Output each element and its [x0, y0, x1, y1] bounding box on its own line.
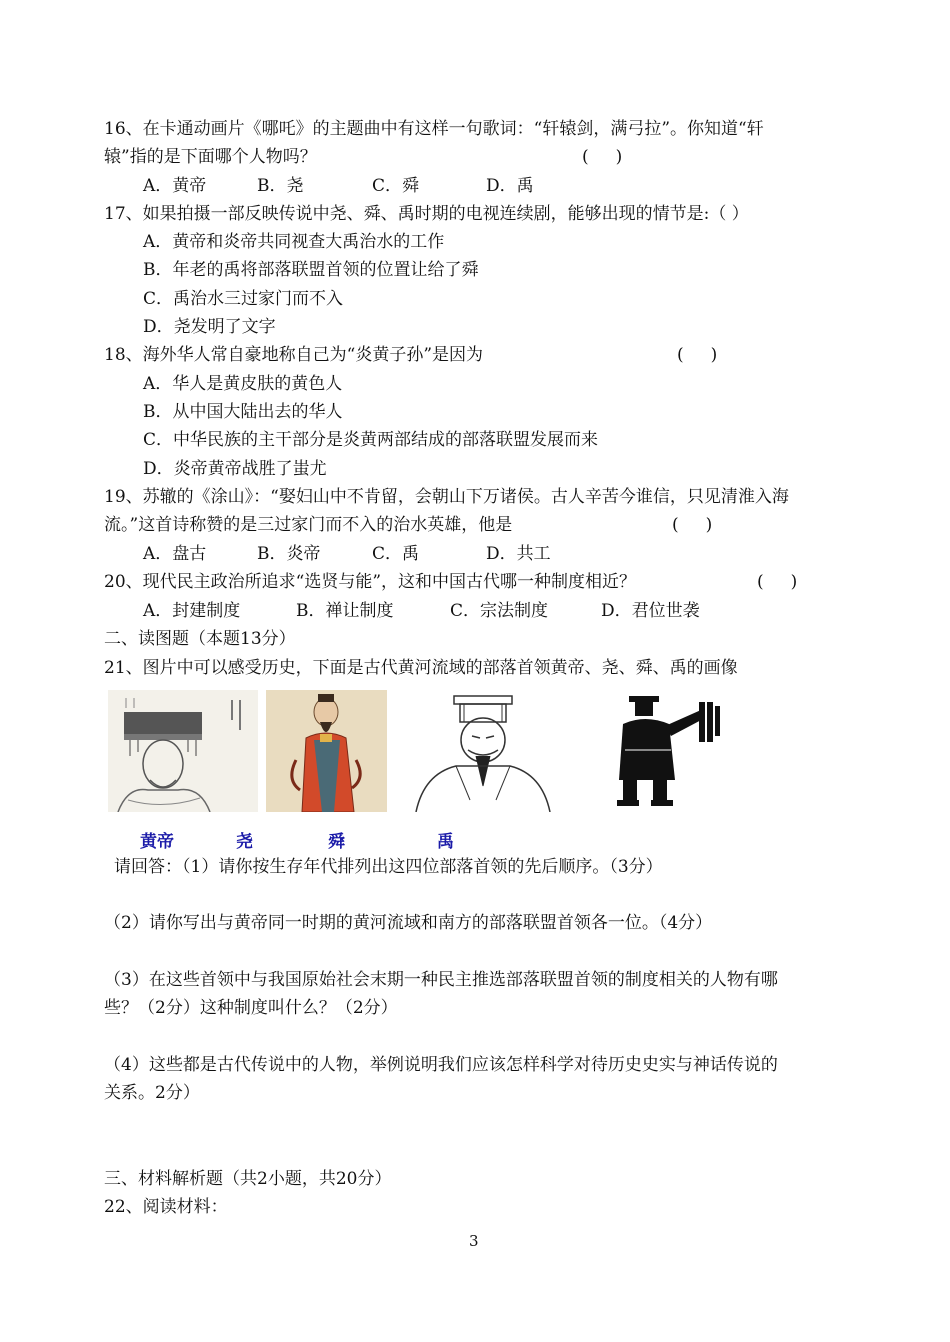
huangdi-portrait — [108, 690, 258, 812]
q17-option-b: B．年老的禹将部落联盟首领的位置让给了舜 — [143, 260, 479, 280]
q20-option-d: D．君位世袭 — [601, 601, 700, 621]
q20-option-c: C．宗法制度 — [450, 601, 549, 621]
q18-option-c: C．中华民族的主干部分是炎黄两部结成的部落联盟发展而来 — [143, 430, 599, 450]
section3-heading: 三、材料解析题（共2小题，共20分） — [104, 1169, 392, 1189]
q21-part4-line2: 关系。2分） — [104, 1083, 200, 1103]
q19-option-a: A．盘古 — [143, 544, 207, 564]
q21-part3-line2: 些？（2分）这种制度叫什么？（2分） — [104, 998, 398, 1018]
q16-line2: 辕”指的是下面哪个人物吗？ — [104, 147, 317, 167]
page-number: 3 — [469, 1232, 479, 1250]
q16-answer-bracket: ( ) — [582, 147, 623, 167]
q16-option-d: D．禹 — [486, 176, 534, 196]
q17-stem: 17、如果拍摄一部反映传说中尧、舜、禹时期的电视连续剧，能够出现的情节是:（ ） — [104, 204, 749, 224]
q21-part1: 请回答：（1）请你按生存年代排列出这四位部落首领的先后顺序。（3分） — [114, 857, 663, 877]
q21-part3-line1: （3）在这些首领中与我国原始社会末期一种民主推选部落联盟首领的制度相关的人物有哪 — [104, 970, 778, 990]
q17-option-c: C．禹治水三过家门而不入 — [143, 289, 344, 309]
yao-portrait — [266, 690, 387, 812]
q20-option-b: B．禅让制度 — [296, 601, 394, 621]
q20-stem: 20、现代民主政治所追求“选贤与能”，这和中国古代哪一种制度相近？ — [104, 572, 637, 592]
q18-option-a: A．华人是黄皮肤的黄色人 — [143, 374, 343, 394]
caption-yao: 尧 — [236, 832, 253, 852]
q19-line1: 19、苏辙的《涂山》：“娶妇山中不肯留，会朝山下万诸侯。古人辛苦今谁信，只见清淮入海 — [104, 487, 789, 507]
q21-part2: （2）请你写出与黄帝同一时期的黄河流域和南方的部落联盟首领各一位。（4分） — [104, 913, 713, 933]
q16-line1: 16、在卡通动画片《哪吒》的主题曲中有这样一句歌词：“轩辕剑，满弓拉”。你知道“轩 — [104, 119, 764, 139]
q19-option-d: D．共工 — [486, 544, 551, 564]
caption-huangdi: 黄帝 — [140, 832, 174, 852]
q16-option-b: B．尧 — [257, 176, 304, 196]
yu-portrait — [605, 690, 735, 812]
q20-option-a: A．封建制度 — [143, 601, 241, 621]
q16-option-a: A．黄帝 — [143, 176, 207, 196]
q17-option-a: A．黄帝和炎帝共同视查大禹治水的工作 — [143, 232, 445, 252]
caption-yu: 禹 — [437, 832, 454, 852]
q22-intro: 22、阅读材料： — [104, 1197, 228, 1217]
q17-option-d: D．尧发明了文字 — [143, 317, 276, 337]
q18-option-d: D．炎帝黄帝战胜了蚩尤 — [143, 459, 327, 479]
q19-option-c: C．禹 — [372, 544, 420, 564]
q21-intro: 21、图片中可以感受历史，下面是古代黄河流域的部落首领黄帝、尧、舜、禹的画像 — [104, 658, 738, 678]
q21-part4-line1: （4）这些都是古代传说中的人物，举例说明我们应该怎样科学对待历史史实与神话传说的 — [104, 1055, 778, 1075]
q19-option-b: B．炎帝 — [257, 544, 321, 564]
q18-answer-bracket: ( ) — [677, 345, 718, 365]
section2-heading: 二、读图题（本题13分） — [104, 629, 296, 649]
q20-answer-bracket: ( ) — [757, 572, 798, 592]
shun-portrait — [410, 690, 556, 812]
q19-answer-bracket: ( ) — [672, 515, 713, 535]
q19-line2: 流。”这首诗称赞的是三过家门而不入的治水英雄，他是 — [104, 515, 513, 535]
q18-stem: 18、海外华人常自豪地称自己为“炎黄子孙”是因为 — [104, 345, 484, 365]
caption-shun: 舜 — [328, 832, 345, 852]
q16-option-c: C．舜 — [372, 176, 420, 196]
q18-option-b: B．从中国大陆出去的华人 — [143, 402, 343, 422]
